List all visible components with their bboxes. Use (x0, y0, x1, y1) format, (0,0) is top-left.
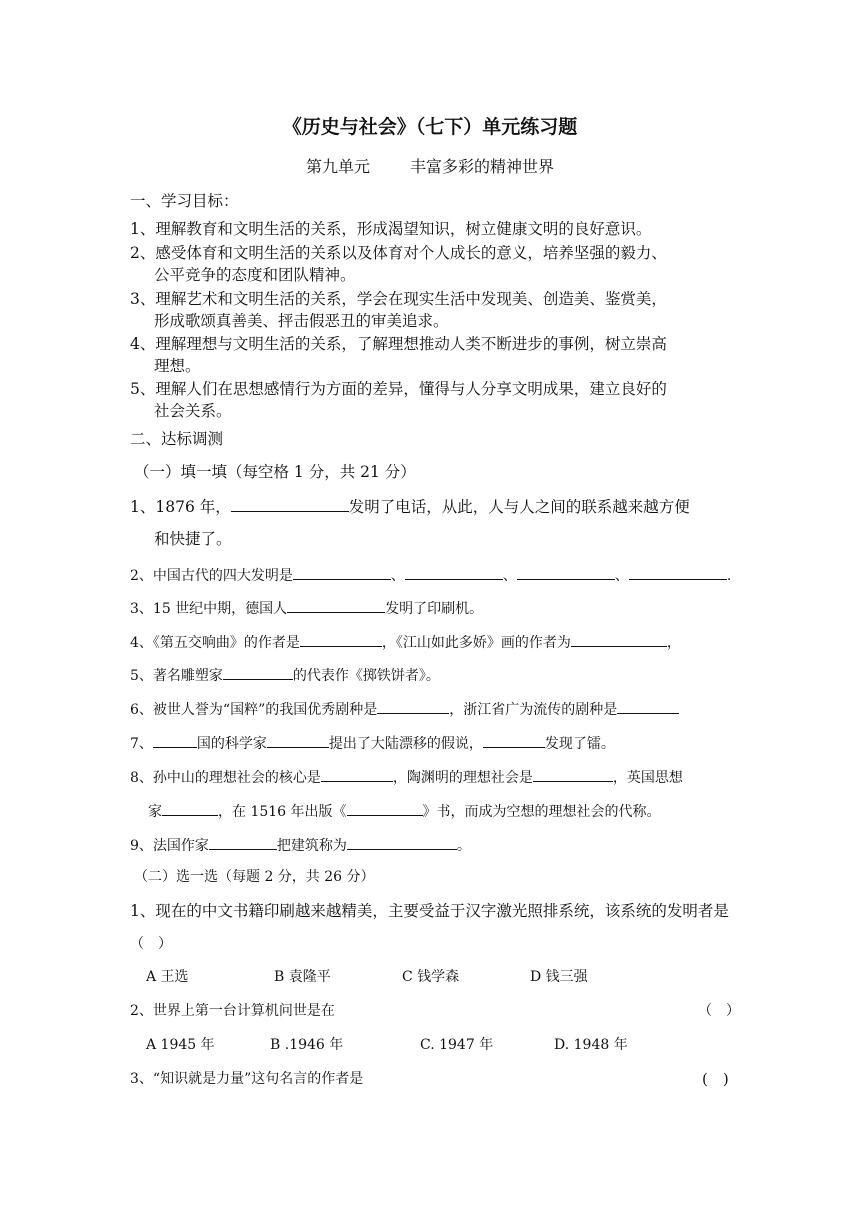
answer-blank[interactable] (267, 732, 329, 748)
choice-q2: 2、世界上第一台计算机问世是在 (130, 1003, 335, 1019)
answer-blank[interactable] (629, 564, 727, 580)
fill-q8-text-d: 家 (148, 804, 162, 820)
fill-q6 (130, 698, 679, 720)
fill-q3-text-a: 3、15 世纪中期，德国人 (130, 601, 288, 617)
separator: 、 (390, 568, 405, 584)
unit-topic: 丰富多彩的精神世界 (410, 157, 555, 176)
fill-q5 (130, 664, 440, 686)
fill-q9 (130, 834, 471, 856)
fill-q4-text-c: ， (666, 635, 681, 651)
fill-q8-text-b: ，陶渊明的理想社会是 (392, 770, 533, 786)
fill-q8 (130, 766, 683, 788)
fill-q9-text-b: 把建筑称为 (276, 838, 347, 854)
answer-blank[interactable] (571, 631, 667, 647)
objective-4-cont: 理想。 (154, 357, 201, 375)
choice-q2-options (146, 1035, 644, 1055)
section2-heading: 二、达标调测 (130, 430, 224, 448)
answer-blank[interactable] (405, 564, 503, 580)
answer-blank[interactable] (293, 564, 391, 580)
fill-q5-text-b: 的代表作《掷铁饼者》。 (292, 668, 440, 684)
answer-blank[interactable] (153, 732, 197, 748)
choice-q1: 1、现在的中文书籍印刷越来越精美，主要受益于汉字激光照排系统，该系统的发明者是 (130, 902, 729, 920)
answer-blank[interactable] (347, 800, 423, 816)
answer-blank[interactable] (533, 766, 613, 782)
section1-heading: 一、学习目标： (130, 192, 239, 210)
option-c[interactable]: C 钱学森 (402, 969, 460, 985)
answer-blank[interactable] (321, 766, 393, 782)
fill-q8-cont (148, 800, 661, 822)
fill-q4-text-b: ，《江山如此多娇》画的作者为 (381, 635, 571, 651)
objective-5: 5、理解人们在思想感情行为方面的差异，懂得与人分享文明成果，建立良好的 (130, 380, 667, 398)
objective-2: 2、感受体育和文明生活的关系以及体育对个人成长的意义，培养坚强的毅力、 (130, 244, 667, 262)
fill-q2-text: 2、中国古代的四大发明是 (130, 568, 293, 584)
option-a[interactable]: A 1945 年 (146, 1037, 215, 1053)
fill-q9-text-c: 。 (456, 838, 471, 854)
fill-q7-text-a: 7、 (130, 736, 153, 752)
fill-q7-text-b: 国的科学家 (196, 736, 267, 752)
answer-blank[interactable] (347, 834, 457, 850)
objective-1: 1、理解教育和文明生活的关系，形成渴望知识，树立健康文明的良好意识。 (130, 220, 652, 238)
choice-q1-paren: （ ） (130, 936, 172, 952)
page-title: 《历史与社会》（七下）单元练习题 (282, 116, 578, 138)
answer-blank[interactable] (617, 698, 679, 714)
fill-q1 (130, 496, 690, 517)
fill-q8-text-c: ，英国思想 (612, 770, 683, 786)
fill-q9-text-a: 9、法国作家 (130, 838, 209, 854)
separator: 、 (614, 568, 629, 584)
choice-q2-paren: （ ） (698, 1003, 740, 1019)
fill-q8-text-a: 8、孙中山的理想社会的核心是 (130, 770, 321, 786)
answer-blank[interactable] (231, 496, 349, 512)
option-c[interactable]: C. 1947 年 (420, 1037, 494, 1053)
answer-blank[interactable] (377, 698, 449, 714)
answer-blank[interactable] (162, 800, 218, 816)
objective-2-cont: 公平竞争的态度和团队精神。 (154, 266, 356, 284)
choice-heading: （二）选一选（每题 2 分，共 26 分） (134, 869, 375, 885)
option-d[interactable]: D 钱三强 (530, 969, 588, 985)
unit-number: 第九单元 (305, 157, 370, 176)
answer-blank[interactable] (300, 631, 382, 647)
fill-q3 (130, 597, 483, 619)
choice-q3-paren: ( ) (702, 1070, 729, 1088)
answer-blank[interactable] (287, 597, 385, 613)
fill-q4 (130, 631, 681, 653)
option-a[interactable]: A 王选 (146, 969, 189, 985)
answer-blank[interactable] (223, 664, 293, 680)
fill-q7-text-d: 发现了镭。 (544, 736, 615, 752)
fill-q4-text-a: 4、《第五交响曲》的作者是 (130, 635, 300, 651)
answer-blank[interactable] (517, 564, 615, 580)
end-mark: . (726, 568, 732, 584)
choice-q3: 3、“知识就是力量”这句名言的作者是 (130, 1071, 364, 1087)
fill-q1-text-b: 发明了电话，从此，人与人之间的联系越来越方便 (348, 498, 690, 516)
fill-q1-cont: 和快捷了。 (154, 530, 232, 548)
fill-q1-text-a: 1、1876 年， (130, 498, 231, 516)
fill-q6-text-b: ，浙江省广为流传的剧种是 (449, 702, 618, 718)
objective-4: 4、理解理想与文明生活的关系，了解理想推动人类不断进步的事例，树立崇高 (130, 335, 667, 353)
fill-q6-text-a: 6、被世人誉为“国粹”的我国优秀剧种是 (130, 702, 378, 718)
fill-in-heading: （一）填一填（每空格 1 分，共 21 分） (134, 463, 416, 481)
fill-q8-text-f: 》书，而成为空想的理想社会的代称。 (422, 804, 661, 820)
fill-q7-text-c: 提出了大陆漂移的假说， (328, 736, 483, 752)
fill-q5-text-a: 5、著名雕塑家 (130, 668, 223, 684)
fill-q8-text-e: ，在 1516 年出版《 (218, 804, 347, 820)
objective-3: 3、理解艺术和文明生活的关系，学会在现实生活中发现美、创造美、鉴赏美， (130, 290, 667, 308)
separator: 、 (502, 568, 517, 584)
objective-3-cont: 形成歌颂真善美、抨击假恶丑的审美追求。 (154, 312, 449, 330)
unit-subtitle (0, 157, 860, 177)
fill-q7 (130, 732, 615, 754)
option-b[interactable]: B 袁隆平 (274, 969, 331, 985)
answer-blank[interactable] (209, 834, 277, 850)
fill-q2 (130, 564, 731, 586)
objective-5-cont: 社会关系。 (154, 402, 232, 420)
choice-q1-options (146, 967, 630, 987)
option-b[interactable]: B .1946 年 (270, 1037, 344, 1053)
answer-blank[interactable] (483, 732, 545, 748)
fill-q3-text-b: 发明了印刷机。 (385, 601, 484, 617)
option-d[interactable]: D. 1948 年 (554, 1037, 628, 1053)
